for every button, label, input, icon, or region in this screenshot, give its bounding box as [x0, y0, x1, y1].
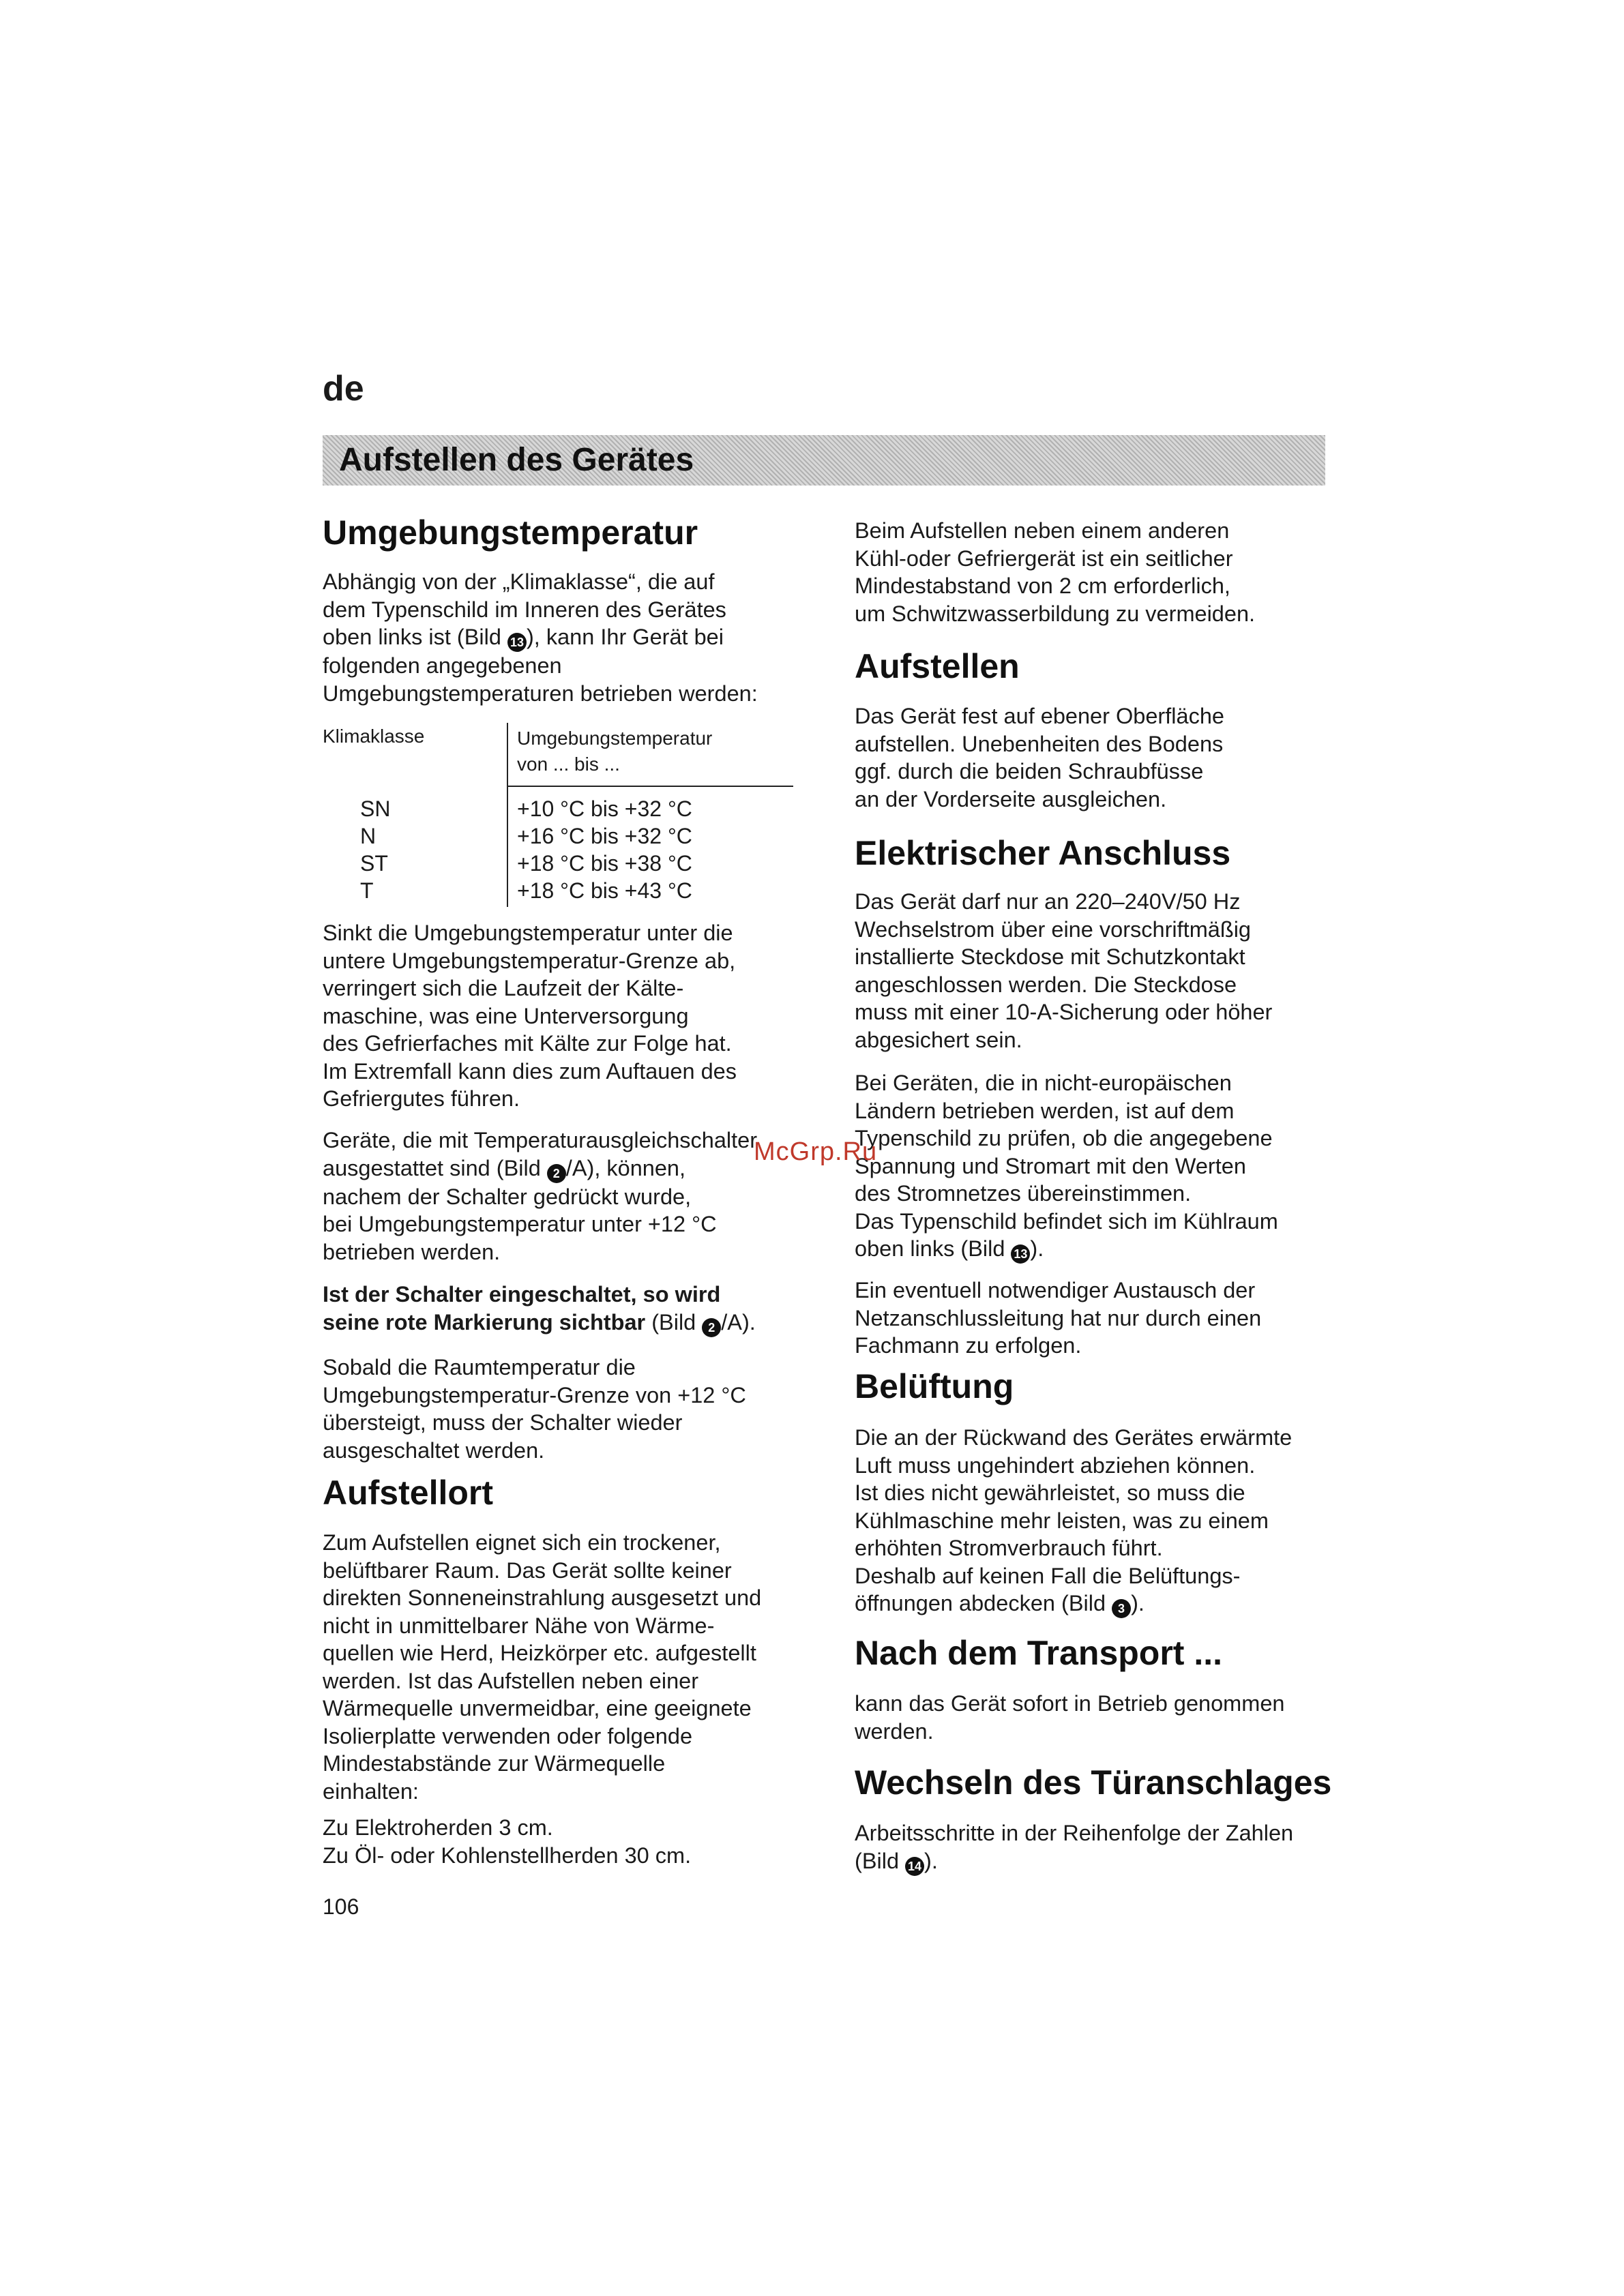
table-horizontal-rule: [507, 786, 793, 787]
heading-nach-dem-transport: Nach dem Transport ...: [855, 1634, 1223, 1672]
paragraph-aufstellen: Das Gerät fest auf ebener Oberfläche aufstellen. Unebenheiten des Bodens ggf. durch die beiden Schraubfüsse an der Vorderseite ausgleichen.: [855, 704, 1224, 811]
paragraph-distances: Zu Elektroherden 3 cm. Zu Öl- oder Kohlenstellherden 30 cm.: [323, 1815, 692, 1868]
figure-ref-2: 2: [547, 1164, 566, 1183]
paragraph-elektrisch-1: Das Gerät darf nur an 220–240V/50 Hz Wechselstrom über eine vorschriftmäßig installierte Steckdose mit Schutzkontakt angeschlossen werden. Die Steckdose muss mit einer 10-A-Sicherung oder höher abgesichert sein.: [855, 889, 1273, 1052]
paragraph-belueftung: Die an der Rückwand des Gerätes erwärmte Luft muss ungehindert abziehen können. Ist dies nicht gewährleistet, so muss die Kühlmaschine mehr leisten, was zu einem erhöhten Stromverbrauch führt. Deshalb auf keinen Fall die Belüftungs- öffnungen abdecken (Bild 3 ).: [855, 1424, 1332, 1618]
watermark: McGrp.Ru: [754, 1137, 878, 1166]
heading-aufstellen: Aufstellen: [855, 647, 1020, 685]
paragraph-beim: Beim Aufstellen neben einem anderen Kühl-oder Gefriergerät ist ein seitlicher Mindestabstand von 2 cm erforderlich, um Schwitzwasserbildung zu vermeiden.: [855, 518, 1256, 626]
table-row-class: ST: [360, 851, 388, 876]
page-number: 106: [323, 1894, 359, 1919]
table-row-class: SN: [360, 796, 391, 821]
table-row-range: +18 °C bis +43 °C: [517, 878, 692, 903]
paragraph-elektrisch-2: Bei Geräten, die in nicht-europäischen Ländern betrieben werden, ist auf dem Typenschild zu prüfen, ob die angegebene Spannung und Stromart mit den Werten des Stromnetzes übereinstimmen. Das Typenschild befindet sich im Kühlraum oben links (Bild 13 ).: [855, 1069, 1332, 1264]
figure-ref-3: 3: [1112, 1599, 1131, 1618]
paragraph-aufstellort: Zum Aufstellen eignet sich ein trockener, belüftbarer Raum. Das Gerät sollte keiner direkten Sonneneinstrahlung ausgesetzt und nicht in unmittelbarer Nähe von Wärme- quellen wie Herd, Heizkörper etc. aufgestellt werden. Ist das Aufstellen neben einer Wärmequelle unvermeidbar, eine geeignete Isolierplatte verwenden oder folgende Mindestabstände zur Wärmequelle einhalten:: [323, 1530, 762, 1804]
section-title: Aufstellen des Gerätes: [339, 442, 694, 478]
climate-class-table: [323, 723, 793, 910]
figure-ref-14: 14: [905, 1857, 924, 1876]
heading-tueranschlag: Wechseln des Türanschlages: [855, 1763, 1332, 1802]
language-code: de: [323, 369, 364, 408]
paragraph-sobald: Sobald die Raumtemperatur die Umgebungstemperatur-Grenze von +12 °C übersteigt, muss der Schalter wieder ausgeschaltet werden.: [323, 1355, 746, 1463]
paragraph-tueranschlag: Arbeitsschritte in der Reihenfolge der Zahlen (Bild 14 ).: [855, 1819, 1332, 1876]
heading-aufstellort: Aufstellort: [323, 1474, 493, 1512]
table-vertical-rule: [507, 723, 508, 907]
paragraph-sinkt: Sinkt die Umgebungstemperatur unter die untere Umgebungstemperatur-Grenze ab, verringert sich die Laufzeit der Kälte- maschine, was eine Unterversorgung des Gefrierfaches mit Kälte zur Folge hat. Im Extremfall kann dies zum Auftauen des Gefriergutes führen.: [323, 921, 737, 1111]
heading-umgebungstemperatur: Umgebungstemperatur: [323, 513, 698, 552]
table-row-class: T: [360, 878, 374, 903]
paragraph-intro: Abhängig von der „Klimaklasse“, die auf dem Typenschild im Inneren des Gerätes oben links ist (Bild 13 ), kann Ihr Gerät bei folgenden angegebenen Umgebungstemperaturen betrieben werden:: [323, 569, 758, 706]
heading-elektrischer-anschluss: Elektrischer Anschluss: [855, 834, 1231, 872]
figure-ref-13: 13: [507, 633, 527, 652]
figure-ref-2: 2: [702, 1318, 721, 1337]
paragraph-elektrisch-3: Ein eventuell notwendiger Austausch der Netzanschlussleitung hat nur durch einen Fachmann zu erfolgen.: [855, 1278, 1262, 1358]
table-header-klimaklasse: Klimaklasse: [323, 726, 425, 747]
paragraph-switch-bold: Ist der Schalter eingeschaltet, so wird seine rote Markierung sichtbar (Bild 2 /A).: [323, 1281, 800, 1337]
figure-ref-13: 13: [1011, 1244, 1030, 1264]
table-row-range: +10 °C bis +32 °C: [517, 796, 692, 821]
paragraph-geraete: Geräte, die mit Temperaturausgleichschalter ausgestattet sind (Bild 2 /A), können, nachem der Schalter gedrückt wurde, bei Umgebungstemperatur unter +12 °C betrieben werden.: [323, 1128, 758, 1264]
section-banner: [323, 435, 1325, 486]
table-header-temperature: Umgebungstemperatur von ... bis ...: [517, 728, 713, 775]
heading-belueftung: Belüftung: [855, 1367, 1014, 1405]
table-row-range: +18 °C bis +38 °C: [517, 851, 692, 876]
table-row-range: +16 °C bis +32 °C: [517, 824, 692, 848]
table-row-class: N: [360, 824, 377, 848]
paragraph-transport: kann das Gerät sofort in Betrieb genommen werden.: [855, 1691, 1285, 1744]
